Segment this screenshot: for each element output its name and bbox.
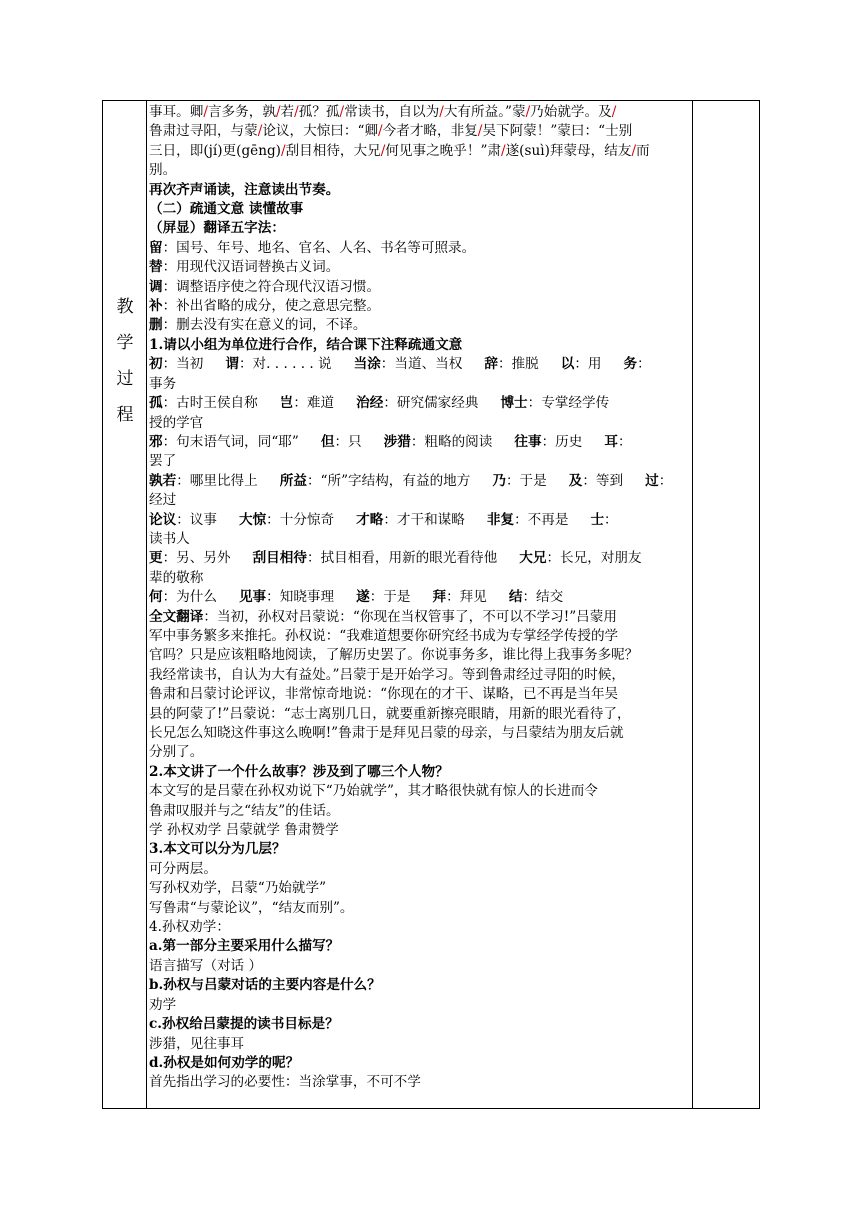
glossary-entry xyxy=(225,355,331,374)
question-3: 3.本文可以分为几层？ xyxy=(149,841,286,858)
glossary-term: 更 xyxy=(149,550,163,567)
method-item: 留：国号、年号、地名、官名、人名、书名等可照录。 xyxy=(149,239,476,256)
sub-question-a: a.第一部分主要采用什么描写？ xyxy=(149,938,340,955)
glossary-entry xyxy=(514,433,582,452)
glossary-term: 刮目相待 xyxy=(252,550,307,567)
glossary-definition: ：“所”字结构，有益的地方 xyxy=(306,472,471,489)
glossary-definition: 辈的敬称 xyxy=(149,569,204,586)
glossary-definition: ：知晓事理 xyxy=(266,589,335,606)
translation-line: 我经常读书，自认为大有益处。”吕蒙于是开始学习。等到鲁肃经过寻阳的时候， xyxy=(149,666,625,683)
glossary-entry xyxy=(569,472,623,491)
glossary-definition: 经过 xyxy=(149,492,177,509)
glossary-entry xyxy=(149,415,203,431)
sub-answer-c: 涉猎，见往事耳 xyxy=(149,1035,245,1052)
glossary-definition: ：对. . . . . . 说 xyxy=(238,356,332,373)
translation-line: 军中事务繁多来推托。孙权说：“我难道想要你研究经书成为专掌经学传授的学 xyxy=(149,627,619,644)
glossary-definition: ：当道、当权 xyxy=(380,356,463,373)
glossary-definition: ：研究儒家经典 xyxy=(383,395,479,412)
glossary-term: 才略 xyxy=(356,511,384,528)
glossary-term: 博士 xyxy=(500,395,528,412)
answer-2-line: 鲁肃叹服并与之“结友”的佳话。 xyxy=(149,802,340,819)
glossary-entry xyxy=(280,394,334,413)
glossary-line xyxy=(149,472,695,491)
glossary-definition: ：当初 xyxy=(162,356,204,373)
glossary-entry xyxy=(149,472,258,491)
glossary-entry xyxy=(253,549,498,568)
glossary-entry xyxy=(149,492,176,508)
glossary-line xyxy=(149,549,695,568)
glossary-definition: ：长兄，对朋友 xyxy=(546,550,642,567)
answer-3-line: 写鲁肃“与蒙论议”，“结友而别”。 xyxy=(149,899,354,916)
glossary-term: 治经 xyxy=(356,395,384,412)
glossary-entry xyxy=(519,550,641,566)
glossary-definition: ：古时王侯自称 xyxy=(162,395,258,412)
glossary-entry xyxy=(149,376,176,392)
glossary-definition: ：句末语气词，同“耶” xyxy=(162,433,299,450)
glossary-entry xyxy=(500,395,609,411)
glossary-term: 见事 xyxy=(238,589,267,606)
answer-2-line: 本文写的是吕蒙在孙权劝说下“乃始就学”，其才略很快就有惊人的长进而令 xyxy=(149,783,598,800)
glossary-entry xyxy=(509,589,563,605)
passage-line: 别。 xyxy=(149,162,177,179)
notes-column xyxy=(692,101,759,1108)
glossary-line xyxy=(149,375,695,394)
glossary-term: 大兄 xyxy=(519,550,547,567)
glossary-term: 辞 xyxy=(484,356,498,373)
glossary-entry xyxy=(624,356,651,372)
glossary xyxy=(149,355,695,607)
answer-2-line: 学 孙权劝学 吕蒙就学 鲁肃赞学 xyxy=(149,822,339,839)
glossary-entry xyxy=(433,588,487,607)
glossary-definition: ： xyxy=(617,433,632,450)
glossary-term: 往事 xyxy=(514,433,542,450)
glossary-entry xyxy=(384,433,493,452)
glossary-term: 谓 xyxy=(225,356,239,373)
glossary-entry xyxy=(604,434,631,450)
glossary-line xyxy=(149,394,695,413)
glossary-term: 论议 xyxy=(149,511,177,528)
method-item: 补：补出省略的成分，使之意思完整。 xyxy=(149,298,381,315)
glossary-entry xyxy=(590,512,617,528)
glossary-line xyxy=(149,414,695,433)
glossary-entry xyxy=(356,394,478,413)
glossary-line xyxy=(149,355,695,374)
sub-question-b: b.孙权与吕蒙对话的主要内容是什么？ xyxy=(149,977,381,994)
glossary-line xyxy=(149,511,695,530)
glossary-definition: ： xyxy=(637,356,651,373)
glossary-term: 拜 xyxy=(432,589,447,606)
glossary-entry xyxy=(487,511,569,530)
glossary-entry xyxy=(149,531,190,547)
glossary-term: 士 xyxy=(590,511,605,528)
glossary-entry xyxy=(149,394,258,413)
glossary-definition: ：拭目相看，用新的眼光看待他 xyxy=(306,550,498,567)
glossary-term: 及 xyxy=(568,472,583,489)
glossary-line xyxy=(149,491,695,510)
glossary-entry xyxy=(239,588,334,607)
method-item: 删：删去没有实在意义的词，不译。 xyxy=(149,317,367,334)
sub-question-c: c.孙权给吕蒙提的读书目标是？ xyxy=(149,1016,339,1033)
glossary-definition: ：议事 xyxy=(176,511,217,528)
glossary-term: 邪 xyxy=(149,433,163,450)
glossary-entry xyxy=(356,511,465,530)
glossary-definition: 罢了 xyxy=(149,453,177,470)
lesson-table xyxy=(102,100,760,1109)
glossary-line xyxy=(149,569,695,588)
glossary-line xyxy=(149,433,695,452)
glossary-entry xyxy=(149,570,203,586)
glossary-line xyxy=(149,530,695,549)
glossary-term: 耳 xyxy=(604,433,618,450)
glossary-term: 孰若 xyxy=(149,472,177,489)
glossary-entry xyxy=(280,472,471,491)
translation-line: 长兄怎么知晓这件事这么晚啊!”鲁肃于是拜见吕蒙的母亲，与吕蒙结为朋友后就 xyxy=(149,725,624,741)
translation-line: 官吗？只是应该粗略地阅读，了解历史罢了。你说事务多，谁比得上我事务多呢？ xyxy=(149,647,639,664)
glossary-entry xyxy=(149,588,217,607)
glossary-definition: ：用 xyxy=(574,356,602,373)
question-1: 1.请以小组为单位进行合作，结合课下注释疏通文意 xyxy=(149,336,463,353)
glossary-entry xyxy=(321,433,362,452)
question-4: 4.孙权劝学： xyxy=(149,919,230,936)
glossary-entry xyxy=(484,355,538,374)
glossary-entry xyxy=(149,355,203,374)
passage-line: 事耳。卿/言多务，孰/若/孤？孤/常读书，自以为/大有所益。”蒙/乃始就学。及/ xyxy=(149,104,617,120)
glossary-entry xyxy=(239,511,334,530)
glossary-entry xyxy=(561,355,602,374)
glossary-definition: ：另、另外 xyxy=(162,550,231,567)
glossary-definition: ：难道 xyxy=(293,395,335,412)
stage-label xyxy=(103,289,147,433)
sub-answer-a: 语言描写（对话 ） xyxy=(149,957,263,974)
glossary-definition: ：等到 xyxy=(582,472,624,489)
glossary-term: 过 xyxy=(645,472,659,489)
stage-column xyxy=(103,101,147,1108)
glossary-definition: ： xyxy=(658,472,673,489)
glossary-term: 非复 xyxy=(486,511,515,528)
glossary-term: 岂 xyxy=(279,395,294,412)
glossary-entry xyxy=(492,472,546,491)
glossary-definition: 授的学官 xyxy=(149,414,204,431)
translation-line: 分别了。 xyxy=(149,744,204,761)
glossary-definition: ：拜见 xyxy=(446,589,487,606)
glossary-line xyxy=(149,452,695,471)
glossary-line xyxy=(149,588,695,607)
glossary-definition: ：专掌经学传 xyxy=(527,395,610,412)
glossary-definition: ： xyxy=(604,511,618,528)
glossary-term: 涉猎 xyxy=(383,433,411,450)
section-heading: （二）疏通文意 读懂故事 xyxy=(149,201,304,218)
glossary-term: 当涂 xyxy=(353,356,381,373)
glossary-definition: ：结交 xyxy=(522,589,564,606)
translation-line: 县的阿蒙了!”吕蒙说：“志士离别几日，就要重新擦亮眼睛，用新的眼光看待了， xyxy=(149,705,631,722)
translation-line: 全文翻译：当初，孙权对吕蒙说：“你现在当权管事了，不可以不学习!”吕蒙用 xyxy=(149,608,617,625)
glossary-definition: ：十分惊奇 xyxy=(266,511,335,528)
glossary-entry xyxy=(354,355,463,374)
glossary-definition: ：推脱 xyxy=(497,356,539,373)
stage-char: 程 xyxy=(116,405,134,425)
reread-instruction: 再次齐声诵读，注意读出节奏。 xyxy=(149,181,340,198)
passage-line: 鲁肃过寻阳，与蒙/论议，大惊曰：“卿/今者才略，非复/吴下阿蒙！”蒙曰：“士别 xyxy=(149,123,633,140)
glossary-entry xyxy=(645,473,672,489)
glossary-definition: ：哪里比得上 xyxy=(176,472,258,489)
translation-line: 鲁肃和吕蒙讨论评议，非常惊奇地说：“你现在的才干、谋略，已不再是当年吴 xyxy=(149,686,619,703)
glossary-definition: ：历史 xyxy=(541,433,583,450)
glossary-definition: 读书人 xyxy=(149,530,190,547)
glossary-term: 乃 xyxy=(492,472,506,489)
glossary-term: 孤 xyxy=(149,395,163,412)
glossary-definition: ：于是 xyxy=(369,589,411,606)
glossary-term: 何 xyxy=(149,589,163,606)
method-heading: （屏显）翻译五字法： xyxy=(149,220,285,237)
stage-char: 学 xyxy=(116,333,134,353)
passage-line: 三日，即(jí)更(gēng)/刮目相待，大兄/何见事之晚乎！”肃/遂(suì)拜蒙母，结友/而 xyxy=(149,142,650,159)
stage-char: 教 xyxy=(116,297,134,317)
glossary-entry xyxy=(356,588,410,607)
glossary-term: 结 xyxy=(508,589,523,606)
sub-answer-d: 首先指出学习的必要性：当涂掌事，不可不学 xyxy=(149,1074,421,1091)
glossary-term: 初 xyxy=(149,356,163,373)
glossary-term: 务 xyxy=(623,356,638,373)
glossary-term: 所益 xyxy=(279,472,307,489)
glossary-term: 以 xyxy=(560,356,575,373)
glossary-entry xyxy=(149,549,231,568)
question-2: 2.本文讲了一个什么故事？涉及到了哪三个人物？ xyxy=(149,763,449,780)
glossary-entry xyxy=(149,511,217,530)
sub-question-d: d.孙权是如何劝学的呢？ xyxy=(149,1054,300,1071)
method-item: 调：调整语序使之符合现代汉语习惯。 xyxy=(149,278,381,295)
glossary-definition: 事务 xyxy=(149,375,177,392)
glossary-entry xyxy=(149,433,299,452)
sub-answer-b: 劝学 xyxy=(149,996,177,1013)
glossary-term: 大惊 xyxy=(238,511,267,528)
glossary-term: 但 xyxy=(320,433,335,450)
stage-char: 过 xyxy=(116,369,134,389)
glossary-definition: ：为什么 xyxy=(162,589,217,606)
glossary-entry xyxy=(149,453,176,469)
teaching-content xyxy=(149,103,695,1108)
glossary-definition: ：不再是 xyxy=(514,511,569,528)
answer-3-line: 可分两层。 xyxy=(149,860,217,877)
glossary-term: 遂 xyxy=(356,589,370,606)
answer-3-line: 写孙权劝学，吕蒙“乃始就学” xyxy=(149,880,327,897)
glossary-definition: ：才干和谋略 xyxy=(383,511,465,528)
glossary-definition: ：只 xyxy=(334,433,362,450)
method-item: 替：用现代汉语词替换古义词。 xyxy=(149,259,340,276)
glossary-definition: ：于是 xyxy=(505,472,547,489)
glossary-definition: ：粗略的阅读 xyxy=(410,433,493,450)
